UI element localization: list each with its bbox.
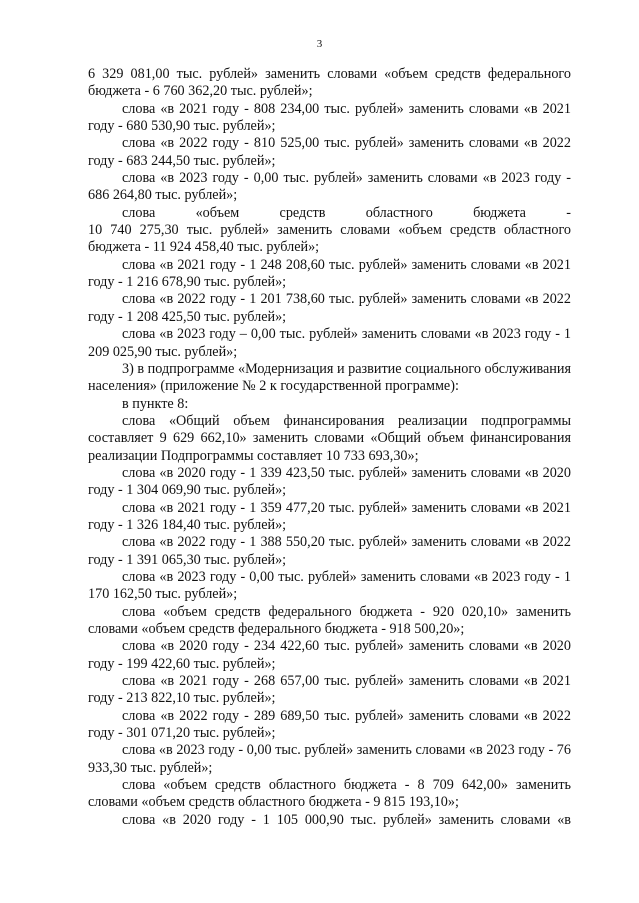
- document-paragraph: слова «в 2020 году - 1 339 423,50 тыс. рублей» заменить словами «в 2020 году - 1 304 069,90 тыс. рублей»;: [88, 464, 571, 499]
- document-paragraph: слова «объем средств федерального бюджета - 920 020,10» заменить словами «объем средств федерального бюджета - 918 500,20»;: [88, 603, 571, 637]
- document-paragraph: слова «в 2020 году - 234 422,60 тыс. рублей» заменить словами «в 2020 году - 199 422,60 тыс. рублей»;: [88, 638, 571, 672]
- document-paragraph: 3) в подпрограмме «Модернизация и развитие социального обслуживания населения» (приложение № 2 к государственной программе):: [88, 360, 571, 395]
- document-paragraph: слова «объем средств областного бюджета - 8 709 642,00» заменить словами «объем средств областного бюджета - 9 815 193,10»;: [88, 777, 571, 811]
- document-paragraph: слова «в 2021 году - 1 359 477,20 тыс. рублей» заменить словами «в 2021 году - 1 326 184,40 тыс. рублей»;: [88, 499, 571, 533]
- document-paragraph: слова «в 2021 году - 1 248 208,60 тыс. рублей» заменить словами «в 2021 году - 1 216 678,90 тыс. рублей»;: [88, 256, 571, 291]
- document-paragraph: слова «в 2020 году - 1 105 000,90 тыс. рублей» заменить словами «в: [122, 811, 571, 828]
- document-paragraph: слова «в 2023 году – 0,00 тыс. рублей» заменить словами «в 2023 году - 1 209 025,90 тыс. рублей»;: [88, 326, 571, 360]
- document-paragraph: слова «объем средств областного бюджета -: [122, 204, 571, 221]
- document-paragraph: слова «в 2021 году - 808 234,00 тыс. рублей» заменить словами «в 2021 году - 680 530,90 тыс. рублей»;: [88, 100, 571, 135]
- document-paragraph: слова «Общий объем финансирования реализации подпрограммы составляет 9 629 662,10» заменить словами «Общий объем финансирования реализации Подпрограммы составляет 10 733 693,30»;: [88, 412, 571, 464]
- document-paragraph: слова «в 2022 году - 289 689,50 тыс. рублей» заменить словами «в 2022 году - 301 071,20 тыс. рублей»;: [88, 707, 571, 742]
- document-paragraph: слова «в 2021 году - 268 657,00 тыс. рублей» заменить словами «в 2021 году - 213 822,10 тыс. рублей»;: [88, 673, 571, 707]
- document-paragraph: слова «в 2023 году - 0,00 тыс. рублей» заменить словами «в 2023 году - 686 264,80 тыс. рублей»;: [88, 170, 571, 204]
- document-body: [88, 66, 571, 829]
- document-paragraph: слова «в 2023 году - 0,00 тыс. рублей» заменить словами «в 2023 году - 76 933,30 тыс. рублей»;: [88, 742, 571, 776]
- document-paragraph: в пункте 8:: [122, 395, 189, 412]
- document-paragraph: слова «в 2022 году - 1 201 738,60 тыс. рублей» заменить словами «в 2022 году - 1 208 425,50 тыс. рублей»;: [88, 291, 571, 325]
- document-paragraph: слова «в 2023 году - 0,00 тыс. рублей» заменить словами «в 2023 году - 1 170 162,50 тыс. рублей»;: [88, 568, 571, 603]
- page-number: 3: [316, 38, 323, 50]
- document-paragraph: 6 329 081,00 тыс. рублей» заменить словами «объем средств федерального бюджета - 6 760 362,20 тыс. рублей»;: [88, 66, 571, 100]
- document-paragraph: слова «в 2022 году - 1 388 550,20 тыс. рублей» заменить словами «в 2022 году - 1 391 065,30 тыс. рублей»;: [88, 534, 571, 568]
- document-paragraph: 10 740 275,30 тыс. рублей» заменить словами «объем средств областного бюджета - 11 924 458,40 тыс. рублей»;: [88, 222, 571, 256]
- document-paragraph: слова «в 2022 году - 810 525,00 тыс. рублей» заменить словами «в 2022 году - 683 244,50 тыс. рублей»;: [88, 135, 571, 169]
